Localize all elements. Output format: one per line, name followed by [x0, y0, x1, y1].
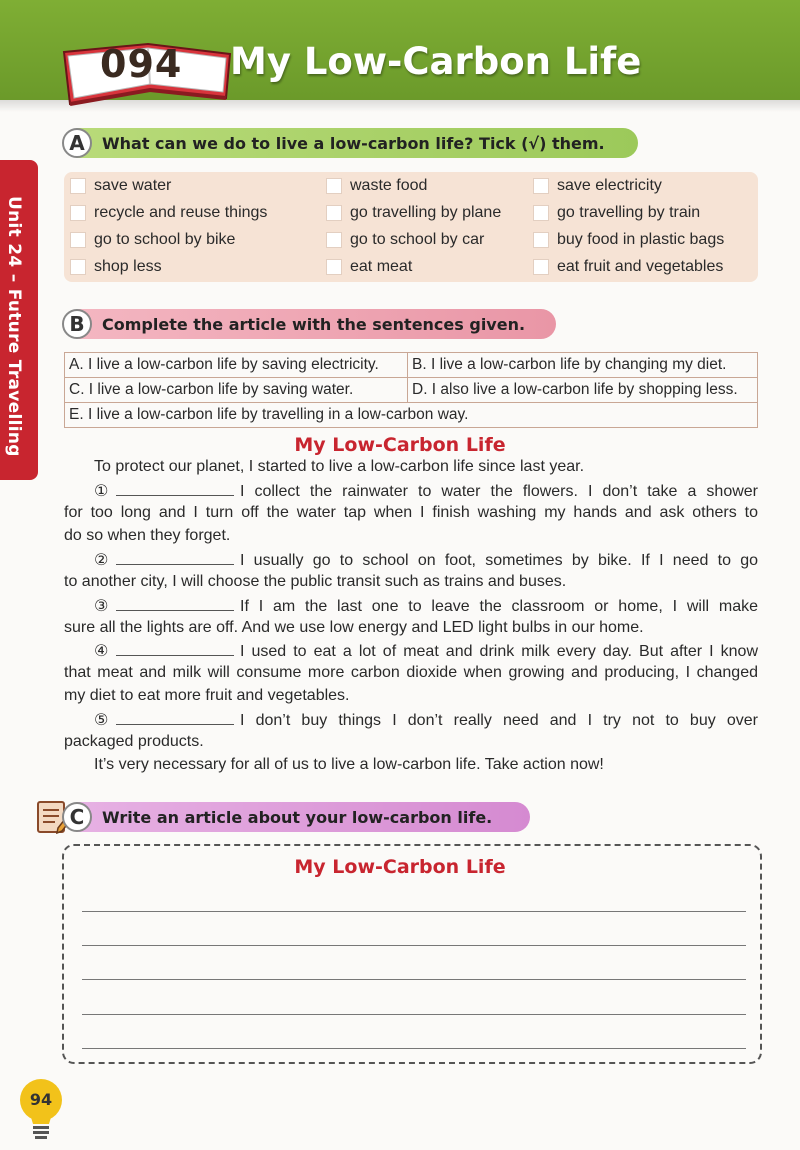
article-line: for too long and I turn off the water tap when I finish washing my hands and ask others to — [64, 504, 758, 521]
checklist-item[interactable] — [533, 177, 662, 195]
blank-number: ③ — [94, 598, 109, 615]
writing-line[interactable] — [82, 1048, 746, 1049]
sentence-option-d: D. I also live a low-carbon life by shopping less. — [408, 378, 758, 403]
article-line: to another city, I will choose the public transit such as trains and buses. — [64, 573, 567, 590]
article-text: I used to eat a lot of meat and drink milk every day. But after I know — [240, 643, 758, 660]
article-line: my diet to eat more fruit and vegetables. — [64, 687, 350, 704]
article-line: To protect our planet, I started to live a low-carbon life since last year. — [94, 458, 585, 475]
writing-line[interactable] — [82, 979, 746, 980]
section-b-instruction: Complete the article with the sentences given. — [102, 314, 526, 334]
writing-line[interactable] — [82, 1014, 746, 1015]
section-c-letter: C — [62, 802, 92, 832]
article-text: I collect the rainwater to water the flowers. I don’t take a shower — [240, 483, 758, 500]
answer-blank-4[interactable] — [116, 642, 234, 656]
article-line: sure all the lights are off. And we use low energy and LED light bulbs in our home. — [64, 619, 644, 636]
checklist-item[interactable] — [326, 258, 412, 276]
checklist-item[interactable] — [70, 177, 171, 195]
tick-checklist — [64, 172, 758, 282]
answer-blank-3[interactable] — [116, 597, 234, 611]
article-line — [64, 710, 758, 730]
checklist-item[interactable] — [533, 231, 724, 249]
article-line: do so when they forget. — [64, 527, 231, 544]
section-a-instruction: What can we do to live a low-carbon life? Tick (√) them. — [102, 133, 605, 153]
writing-line[interactable] — [82, 945, 746, 946]
checkbox[interactable] — [326, 178, 342, 194]
checklist-label: waste food — [350, 177, 428, 194]
checkbox[interactable] — [70, 232, 86, 248]
checklist-item[interactable] — [533, 258, 723, 276]
checklist-label: eat meat — [350, 258, 413, 275]
checkbox[interactable] — [326, 259, 342, 275]
blank-number: ⑤ — [94, 712, 109, 729]
checklist-item[interactable] — [326, 231, 484, 249]
section-c-instruction: Write an article about your low-carbon life. — [102, 807, 493, 827]
article-line — [64, 550, 758, 570]
article-line: It’s very necessary for all of us to live a low-carbon life. Take action now! — [94, 756, 604, 773]
checklist-item[interactable] — [70, 204, 267, 222]
checklist-item[interactable] — [326, 177, 427, 195]
article-line: that meat and milk will consume more carbon dioxide when growing and producing, I changed — [64, 664, 758, 681]
article-line — [64, 641, 758, 661]
checkbox[interactable] — [326, 205, 342, 221]
checklist-label: shop less — [94, 258, 162, 275]
checklist-label: buy food in plastic bags — [557, 231, 725, 248]
sentence-option-a: A. I live a low-carbon life by saving electricity. — [65, 353, 408, 378]
answer-blank-5[interactable] — [116, 711, 234, 725]
checklist-label: go travelling by plane — [350, 204, 502, 221]
article-title: My Low-Carbon Life — [294, 434, 506, 456]
sentence-option-e: E. I live a low-carbon life by travelling in a low-carbon way. — [65, 403, 758, 428]
sentence-option-c: C. I live a low-carbon life by saving water. — [65, 378, 408, 403]
checkbox[interactable] — [533, 232, 549, 248]
checklist-label: go to school by bike — [94, 231, 236, 248]
section-b-letter: B — [62, 309, 92, 339]
checklist-item[interactable] — [533, 204, 700, 222]
sentence-option-b: B. I live a low-carbon life by changing my diet. — [408, 353, 758, 378]
checkbox[interactable] — [533, 259, 549, 275]
checklist-label: save water — [94, 177, 172, 194]
page-number: 94 — [29, 1090, 53, 1109]
article-line: packaged products. — [64, 733, 204, 750]
blank-number: ④ — [94, 643, 109, 660]
sentence-options-table — [64, 352, 758, 428]
section-c-header — [64, 802, 530, 832]
page-title: My Low-Carbon Life — [230, 40, 642, 83]
table-row — [65, 378, 758, 403]
checkbox[interactable] — [70, 205, 86, 221]
checklist-label: recycle and reuse things — [94, 204, 268, 221]
writing-box-title: My Low-Carbon Life — [294, 856, 506, 878]
checklist-item[interactable] — [70, 231, 235, 249]
answer-blank-1[interactable] — [116, 482, 234, 496]
answer-blank-2[interactable] — [116, 551, 234, 565]
unit-tab-label: Unit 24 – Future Travelling — [4, 196, 24, 457]
checkbox[interactable] — [326, 232, 342, 248]
writing-line[interactable] — [82, 911, 746, 912]
article-line — [64, 596, 758, 616]
lightbulb-icon — [18, 1078, 64, 1144]
table-row — [65, 353, 758, 378]
checkbox[interactable] — [533, 205, 549, 221]
checklist-item[interactable] — [326, 204, 501, 222]
checklist-label: eat fruit and vegetables — [557, 258, 724, 275]
checkbox[interactable] — [70, 259, 86, 275]
blank-number: ① — [94, 483, 109, 500]
article-text: If I am the last one to leave the classroom or home, I will make — [240, 598, 758, 615]
checklist-label: go to school by car — [350, 231, 485, 248]
checkbox[interactable] — [70, 178, 86, 194]
checklist-label: save electricity — [557, 177, 662, 194]
section-a-header — [64, 128, 638, 158]
checklist-label: go travelling by train — [557, 204, 701, 221]
table-row — [65, 403, 758, 428]
article-line — [64, 481, 758, 501]
article-text: I usually go to school on foot, sometimes by bike. If I need to go — [240, 552, 758, 569]
checkbox[interactable] — [533, 178, 549, 194]
section-b-header — [64, 309, 556, 339]
blank-number: ② — [94, 552, 109, 569]
article-text: I don’t buy things I don’t really need and I try not to buy over — [240, 712, 758, 729]
section-a-letter: A — [62, 128, 92, 158]
checklist-item[interactable] — [70, 258, 162, 276]
lesson-number: 094 — [100, 42, 183, 86]
